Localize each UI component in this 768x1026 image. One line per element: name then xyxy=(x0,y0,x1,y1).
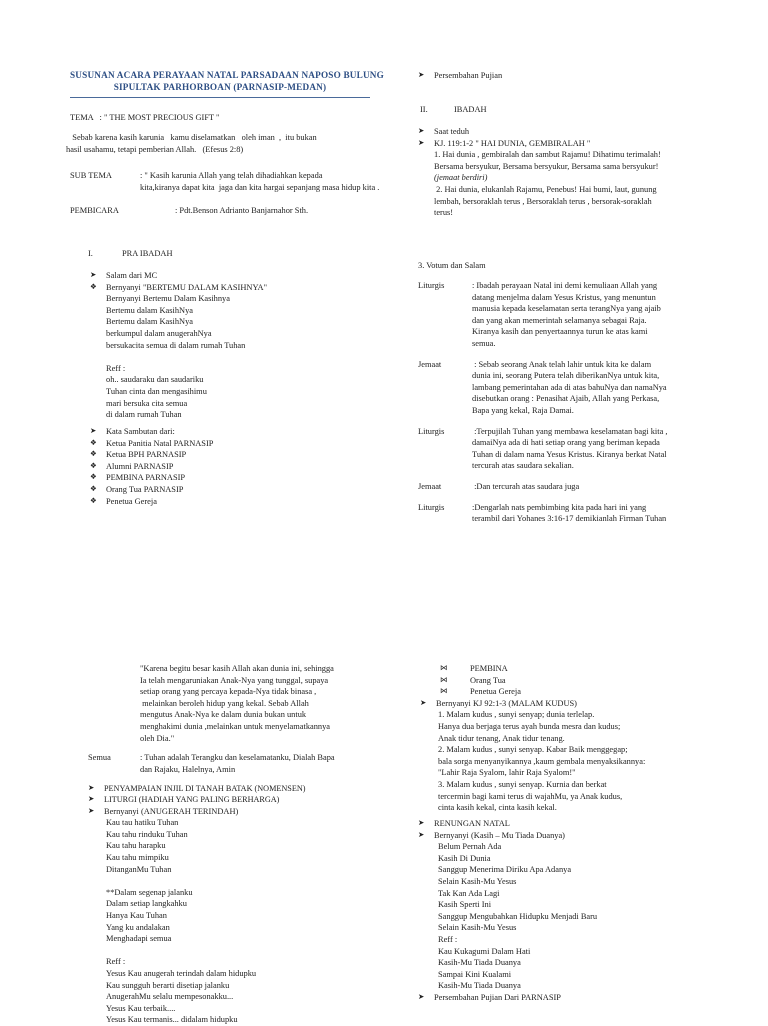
liturgy-dialog xyxy=(418,280,738,525)
speaker-label: Jemaat xyxy=(418,359,442,369)
list-item: ➤ LITURGI (HADIAH YANG PALING BERHARGA) xyxy=(88,794,280,805)
speaker-label: Jemaat xyxy=(418,481,442,491)
arrow-bullet-icon: ➤ xyxy=(418,70,425,79)
arrow-bullet-icon: ➤ xyxy=(418,126,425,135)
song-lyrics: Kau tau hatiku Tuhan Kau tahu rinduku Tuhan Kau tahu harapku Kau tahu mimpiku DitanganMu Tuhan **Dalam segenap jalanku Dalam setiap langkahku Hanya Kau Tuhan Yang ku andalakan Menghadapi semua Reff : Yesus Kau anugerah terindah dalam hidupku Kau sungguh berarti disetiap jalanku AnugerahMu selalu mempesonakku... Yesus Kau terbaik.... Yesus Kau termanis... didalam hidupku xyxy=(106,818,257,1025)
list-item: ❖ Bernyanyi "BERTEMU DALAM KASIHNYA" xyxy=(90,281,268,292)
list-item: ❖ Ketua Panitia Natal PARNASIP xyxy=(90,437,214,448)
jemaat-berdiri-note: (jemaat berdiri) xyxy=(434,173,488,183)
votum-heading: 3. Votum dan Salam xyxy=(418,261,486,270)
list-item: ❖ Orang Tua PARNASIP xyxy=(90,483,184,494)
speaker-text: :Dengarlah nats pembimbing kita pada hari ini yang terambil dari Yohanes 3:16-17 demikianlah Firman Tuhan xyxy=(472,502,667,524)
section-title-pra: PRA IBADAH xyxy=(122,249,173,258)
song-verse: 1. Hai dunia , gembiralah dan sambut Rajamu! Dihatimu terimalah! Bersama bersyukur, Bersama bersyukur, Bersama sama bersyukur! xyxy=(434,150,661,171)
acara-list-right xyxy=(420,663,750,814)
document-title: SUSUNAN ACARA PERAYAAN NATAL PARSADAAN NAPOSO BULUNG SIPULTAK PARHORBOAN (PARNASIP-MEDAN) xyxy=(70,70,370,98)
pembicara-label: PEMBICARA xyxy=(70,206,119,215)
speaker-label: Liturgis xyxy=(418,281,445,290)
diamond-bullet-icon: ❖ xyxy=(90,460,97,470)
diamond-bullet-icon: ❖ xyxy=(90,281,97,291)
yohanes-verse: "Karena begitu besar kasih Allah akan dunia ini, sehingga Ia telah mengaruniakan Anak-Nya yang tunggal, supaya setiap orang yang percaya kepada-Nya tidak binasa , melainkan beroleh hidup yang kekal. Sebab Allah mengutus Anak-Nya ke dalam dunia bukan untuk menghakimi dunia ,melainkan untuk menyelamatkannya oleh Dia." xyxy=(140,664,334,743)
section-number-pra: I. xyxy=(88,249,93,258)
list-item: ➤ Bernyanyi KJ 92:1-3 (MALAM KUDUS) xyxy=(420,697,577,708)
list-item: ➤ Kata Sambutan dari: xyxy=(90,426,175,436)
tema-verse: Sebab karena kasih karunia kamu diselamatkan oleh iman , itu bukan hasil usahamu, tetapi pemberian Allah. (Efesus 2:8) xyxy=(66,133,317,154)
subtema-label: SUB TEMA xyxy=(70,171,112,180)
diamond-bullet-icon: ❖ xyxy=(90,449,97,459)
arrow-bullet-icon: ➤ xyxy=(418,991,425,1001)
song-verse: 2. Hai dunia, elukanlah Rajamu, Penebus! Hai bumi, laut, gunung lembah, bersoraklah terus , Bersoraklah terus , bersorak-soraklah terus! xyxy=(434,184,657,218)
section-number-ibadah: II. xyxy=(420,105,428,114)
list-item: ⋈ Orang Tua xyxy=(440,674,506,685)
arrow-bullet-icon: ➤ xyxy=(88,794,95,804)
subtema-text: : " Kasih karunia Allah yang telah dihadiahkan kepada kita,kiranya dapat kita jaga dan kita hargai sepanjang masa hidup kita . xyxy=(140,171,380,192)
bowtie-bullet-icon: ⋈ xyxy=(440,686,448,696)
acara-list xyxy=(88,783,408,1026)
arrow-bullet-icon: ➤ xyxy=(90,270,97,279)
arrow-bullet-icon: ➤ xyxy=(418,829,425,839)
speaker-text: :Terpujilah Tuhan yang membawa keselamatan bagi kita , damaiNya ada di hati setiap orang yang beriman kepada Tuhan di dalam nama Yesus Kristus. Kiranya berkat Natal tercurah atas saudara sekalian. xyxy=(472,426,668,471)
bowtie-bullet-icon: ⋈ xyxy=(440,674,448,684)
song-lyrics: Belum Pernah Ada Kasih Di Dunia Sanggup Menerima Diriku Apa Adanya Selain Kasih-Mu Yesus Tak Kan Ada Lagi Kasih Sperti Ini Sanggup Mengubahkan Hidupku Menjadi Baru Selain Kasih-Mu Yesus Reff : Kau Kukagumi Dalam Hati Kasih-Mu Tiada Duanya Sampai Kini Kualami Kasih-Mu Tiada Duanya xyxy=(438,842,598,991)
pembicara-text: : Pdt.Benson Adrianto Banjarnahor Sth. xyxy=(175,206,309,215)
diamond-bullet-icon: ❖ xyxy=(90,495,97,505)
arrow-bullet-icon: ➤ xyxy=(90,426,97,435)
dialog-row xyxy=(418,502,738,525)
list-item: ❖ Penetua Gereja xyxy=(90,495,157,506)
list-item: ❖ PEMBINA PARNASIP xyxy=(90,472,186,483)
list-item: ➤ Salam dari MC xyxy=(90,270,158,280)
speaker-label: Liturgis xyxy=(418,502,445,512)
arrow-bullet-icon: ➤ xyxy=(88,805,95,815)
diamond-bullet-icon: ❖ xyxy=(90,437,97,447)
section-title-ibadah: IBADAH xyxy=(454,105,487,114)
list-item: ➤ Persembahan Pujian xyxy=(418,70,503,80)
speaker-text: :Dan tercurah atas saudara juga xyxy=(472,481,580,491)
list-item: ❖ Ketua BPH PARNASIP xyxy=(90,449,187,460)
arrow-bullet-icon: ➤ xyxy=(418,137,425,147)
document-title-block xyxy=(70,70,384,98)
song-lyrics: Bernyanyi Bertemu Dalam Kasihnya Bertemu dalam KasihNya Bertemu dalam KasihNya berkumpul dalam anugerahNya bersukacita semua di dalam rumah Tuhan Reff : oh.. saudaraku dan saudariku Tuhan cinta dan mengasihimu mari bersuka cita semua di dalam rumah Tuhan xyxy=(106,294,246,420)
tema-line: TEMA : " THE MOST PRECIOUS GIFT " xyxy=(70,113,220,122)
dialog-row xyxy=(418,426,738,472)
diamond-bullet-icon: ❖ xyxy=(90,483,97,493)
diamond-bullet-icon: ❖ xyxy=(90,472,97,482)
arrow-bullet-icon: ➤ xyxy=(88,783,95,792)
list-item: ⋈ Penetua Gereja xyxy=(440,686,521,697)
speaker-text: : Sebab seorang Anak telah lahir untuk kita ke dalam dunia ini, seorang Putera telah diberikanNya untuk kita, lambang pemerintahan ada di atas bahuNya dan namaNya disebutkan orang : Penasihat Ajaib, Allah yang Perkasa, Bapa yang kekal, Raja Damai. xyxy=(472,359,667,415)
bowtie-bullet-icon: ⋈ xyxy=(440,663,448,672)
list-item: ⋈ PEMBINA xyxy=(440,663,508,673)
list-item: ❖ Alumni PARNASIP xyxy=(90,460,174,471)
semua-text: : Tuhan adalah Terangku dan keselamatanku, Dialah Bapa dan Rajaku, Halelnya, Amin xyxy=(140,753,335,774)
list-item: ➤ KJ. 119:1-2 " HAI DUNIA, GEMBIRALAH " xyxy=(418,137,591,148)
dialog-row xyxy=(418,280,738,350)
song-verse: 1. Malam kudus , sunyi senyap; dunia terlelap. Hanya dua berjaga terus ayah bunda mesra dan kudus; Anak tidur tenang, Anak tidur tenang. 2. Malam kudus , sunyi senyap. Kabar Baik menggegap; bala sorga menyanyikannya ,kaum gembala menyaksikannya: "Lahir Raja Syalom, lahir Raja Syalom!" 3. Malam kudus , sunyi senyap. Kurnia dan berkat tercermin bagi kami terus di wajahMu, ya Anak kudus, cinta kasih kekal, cinta kasih kekal. xyxy=(438,710,646,813)
ibadah-list xyxy=(418,126,738,219)
list-item: ➤ Bernyanyi (ANUGERAH TERINDAH) xyxy=(88,805,239,816)
pra-ibadah-list xyxy=(90,270,390,421)
dialog-row xyxy=(418,359,738,417)
renungan-list xyxy=(418,818,748,1004)
speaker-text: : Ibadah perayaan Natal ini demi kemuliaan Allah yang datang menjelma dalam Yesus Kristus, yang menuntun manusia kepada keselamatan serta terangNya yang ajaib dan yang akan memerintah selamanya sebagai Raja. Kiranya kasih dan penyertaannya turun ke atas kami semua. xyxy=(472,281,661,348)
list-item: ➤ PENYAMPAIAN INJIL DI TANAH BATAK (NOMENSEN) xyxy=(88,783,306,793)
speaker-label: Liturgis xyxy=(418,426,445,436)
list-item: ➤ RENUNGAN NATAL xyxy=(418,818,510,828)
list-item: ➤ Bernyanyi (Kasih – Mu Tiada Duanya) xyxy=(418,829,565,840)
list-item: ➤ Persembahan Pujian Dari PARNASIP xyxy=(418,991,561,1002)
dialog-row xyxy=(418,481,738,493)
sambutan-list xyxy=(90,426,390,507)
arrow-bullet-icon: ➤ xyxy=(420,697,427,707)
semua-label: Semua xyxy=(88,753,111,762)
arrow-bullet-icon: ➤ xyxy=(418,818,425,827)
list-item: ➤ Saat teduh xyxy=(418,126,470,136)
